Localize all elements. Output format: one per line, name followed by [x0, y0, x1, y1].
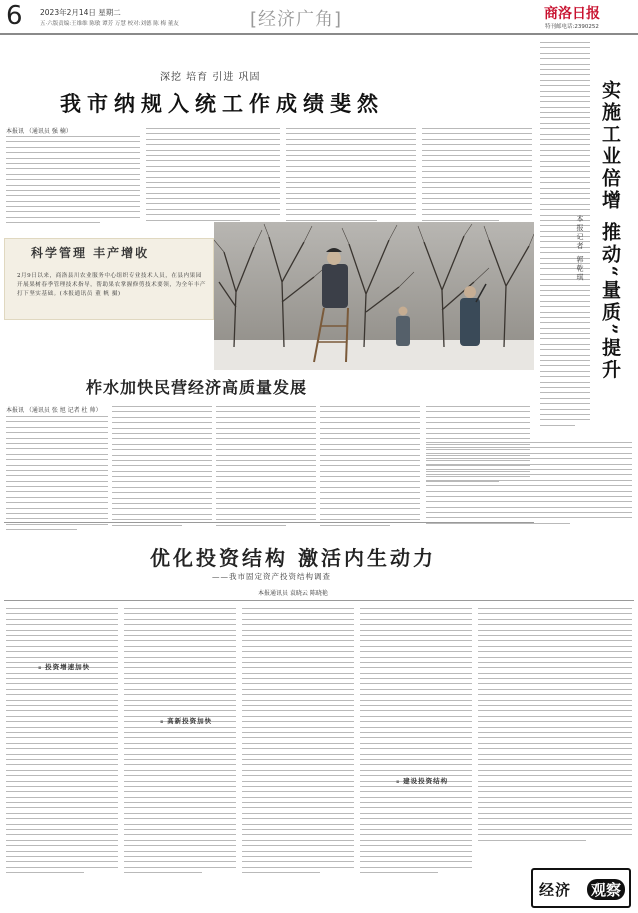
- article3-col-4: [360, 608, 472, 878]
- article3-section-head-3: ▪ 建设投资结构: [396, 776, 448, 785]
- article2-col-4: [320, 406, 420, 530]
- caption-text: 2月9日以来，商洛县川农业服务中心组织专业技术人员，在县内果园开展果树春季管理技术指导，帮助果农掌握修剪技术要领，为全年丰产打下坚实基础。(本报通讯员 董 帆 摄): [17, 273, 206, 297]
- page-header: [0, 0, 638, 34]
- hotline: 特刊邮电话:2390252: [545, 24, 599, 30]
- caption-title: 科学管理 丰产增收: [31, 246, 150, 260]
- article3-col-3: [242, 608, 354, 878]
- article3-col-1: [6, 608, 118, 878]
- page-number: 6: [6, 1, 23, 31]
- article2-headline: 柞水加快民营经济高质量发展: [86, 378, 308, 397]
- article2-byline: 本报讯 （通讯员 张 旭 记者 杜 帅）: [6, 407, 102, 414]
- article1-byline: 本报讯 （通讯员 强 楠）: [6, 128, 72, 135]
- article3-headline: 优化投资结构 激活内生动力: [150, 546, 436, 570]
- newspaper-logo: 商洛日报: [544, 6, 600, 22]
- article1-col-2: [146, 128, 280, 225]
- article2-col-3: [216, 406, 316, 530]
- article3-section-head-1: ▪ 投资增速加快: [38, 662, 90, 671]
- article3-subtitle: ——我市固定资产投资结构调查: [212, 572, 331, 581]
- economic-observation-badge: [531, 868, 631, 908]
- issue-date: 2023年2月14日 星期二: [40, 8, 121, 17]
- article2-col-2: [112, 406, 212, 530]
- article1-subtitle: 深挖 培育 引进 巩固: [160, 72, 261, 83]
- badge-label-observation: 观察: [587, 879, 625, 900]
- article1-col-4: [422, 128, 532, 225]
- article1-headline: 我市纳规入统工作成绩斐然: [60, 91, 384, 116]
- article3-section-head-2: ▪ 高新投资加快: [160, 716, 212, 725]
- article3-col-5: [478, 608, 632, 845]
- photo-caption-box: [4, 238, 214, 320]
- header-rule: [0, 33, 638, 35]
- article1-col-3: [286, 128, 416, 225]
- column-title: 实施工业倍增 推动“量质”提升: [599, 80, 621, 382]
- badge-label-economy: 经济: [539, 881, 572, 899]
- article3-top-rule: [4, 600, 634, 601]
- article3-col-2: [124, 608, 236, 878]
- article1-col-1: [6, 136, 140, 228]
- section-title: [经济广角]: [250, 9, 343, 30]
- column-author: 本报记者 郭乾琪: [576, 215, 584, 283]
- column-text-bottom: [426, 442, 632, 528]
- article2-col-1: [6, 416, 108, 535]
- editors-line: 五·六版责编:王维维 陈敏 谭芳 万慧 校对:刘德 陈 梅 董友: [40, 21, 179, 27]
- orchard-photo: [214, 222, 534, 370]
- article3-byline: 本报通讯员 袁晓云 陈晓艳: [258, 590, 328, 597]
- orchard-photo-image: [214, 222, 534, 370]
